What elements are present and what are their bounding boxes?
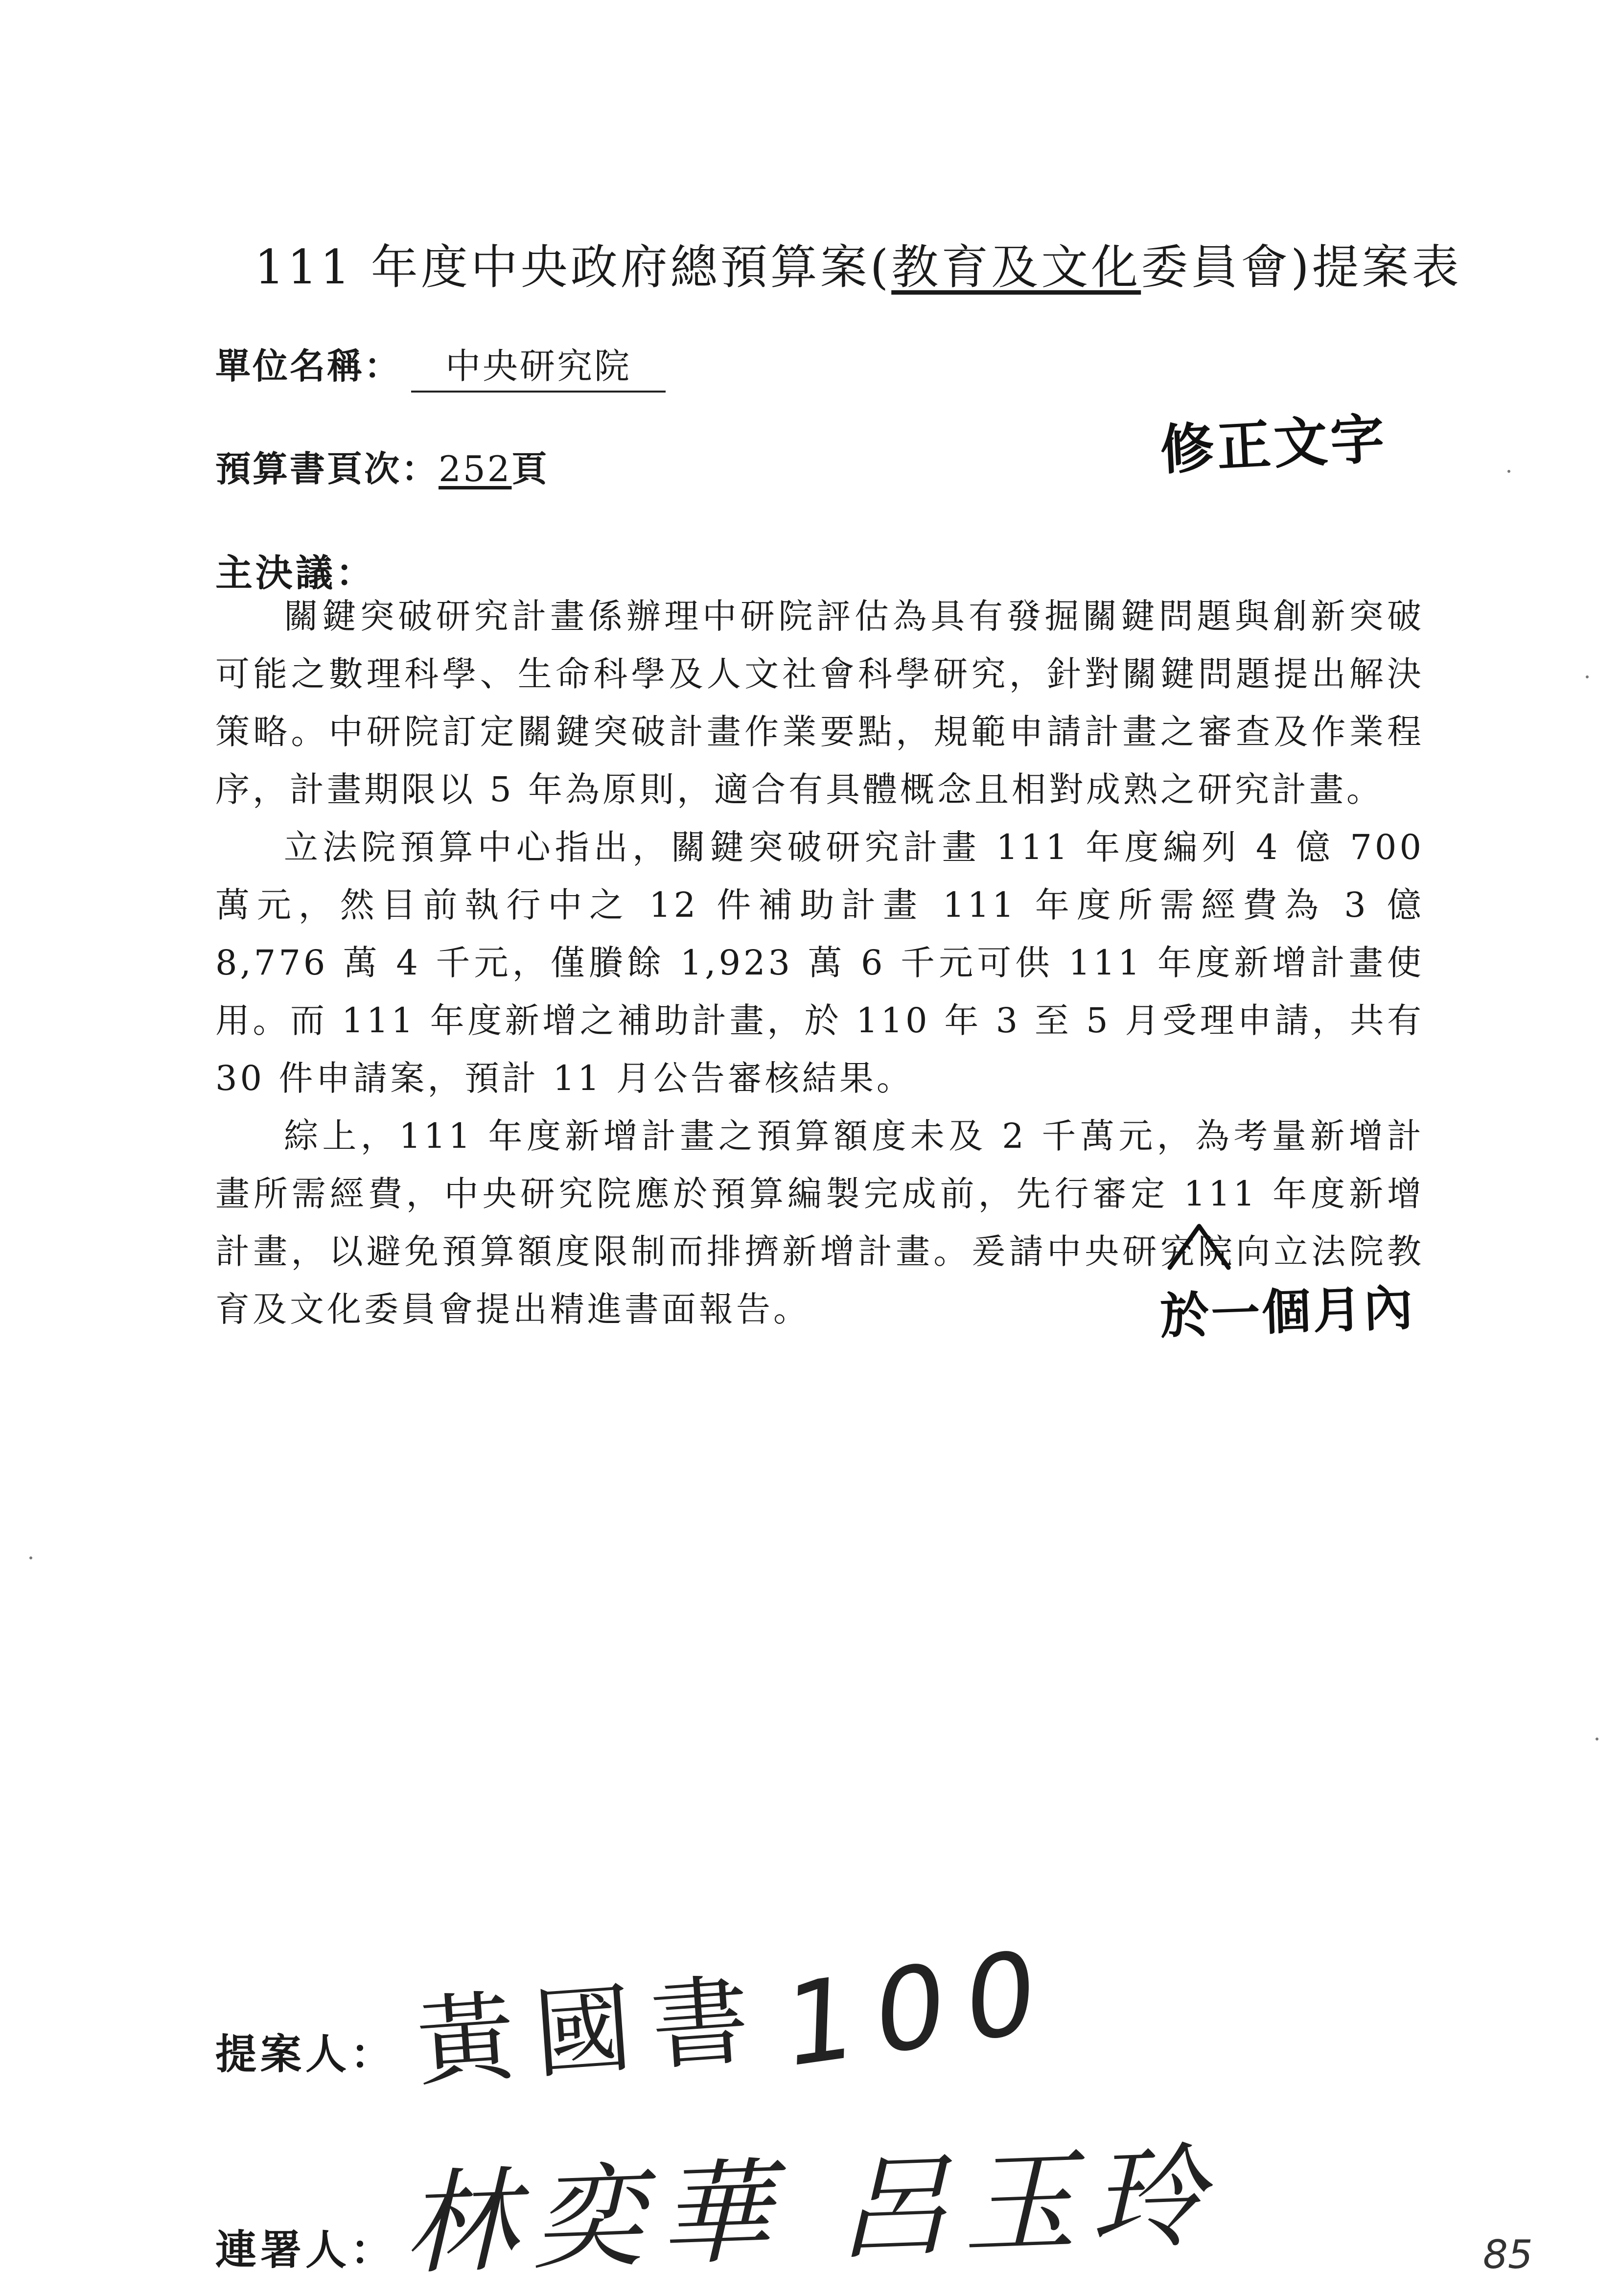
handwritten-note-revise: 修正文字 (1158, 407, 1389, 482)
budget-page-number: 252 (439, 448, 512, 489)
unit-field (215, 338, 666, 393)
resolution-label: 主決議： (215, 551, 376, 595)
cosigner-label: 連署人： (215, 2226, 396, 2274)
document-title (255, 230, 1462, 297)
proposer-label: 提案人： (215, 2030, 396, 2078)
budget-page-field (215, 441, 549, 491)
page-number: 85 (1483, 2232, 1533, 2277)
handwritten-insertion: 於一個月內 (1159, 1278, 1416, 1345)
scan-speck (29, 1556, 32, 1559)
title-committee: 教育及文化 (891, 240, 1141, 295)
paragraph: 綜上，111 年度新增計畫之預算額度未及 2 千萬元，為考量新增計畫所需經費，中央研究院應於預算編製完成前，先行審定 111 年度新增計畫，以避免預算額度限制而排擠新增計畫。爰請中央研究院向立法院教育及文化委員會提出精進書面報告。 (215, 1116, 1424, 1329)
insertion-caret-icon (1165, 1219, 1233, 1273)
resolution-body (215, 587, 1424, 1338)
scan-speck (1596, 1738, 1598, 1740)
scan-speck (1507, 470, 1510, 473)
title-prefix: 111 年度中央政府總預算案( (255, 240, 892, 295)
unit-label: 單位名稱： (215, 345, 402, 387)
budget-page-label: 預算書頁次： (215, 448, 439, 489)
title-suffix: 委員會)提案表 (1141, 240, 1462, 295)
paragraph: 關鍵突破研究計畫係辦理中研院評估為具有發掘關鍵問題與創新突破可能之數理科學、生命科學及人文社會科學研究，針對關鍵問題提出解決策略。中研院訂定關鍵突破計畫作業要點，規範申請計畫之審查及作業程序，計畫期限以 5 年為原則，適合有具體概念且相對成熟之研究計畫。 (215, 596, 1424, 810)
proposer-number: 100 (782, 1923, 1058, 2094)
proposer-signature: 黃國書 (413, 1962, 773, 2101)
scan-speck (1586, 675, 1589, 678)
budget-page-unit: 頁 (511, 448, 549, 489)
unit-value: 中央研究院 (411, 338, 666, 393)
cosigner-signature: 林奕華 呂玉玲 (398, 2130, 1243, 2291)
paragraph: 立法院預算中心指出，關鍵突破研究計畫 111 年度編列 4 億 700 萬元，然目前執行中之 12 件補助計畫 111 年度所需經費為 3 億 8,776 萬 4 千元，僅賸餘 1,923 萬 6 千元可供 111 年度新增計畫使用。而 111 年度新增之補助計畫，於 110 年 3 至 5 月受理申請，共有 30 件申請案，預計 11 月公告審核結果。 (215, 827, 1424, 1098)
